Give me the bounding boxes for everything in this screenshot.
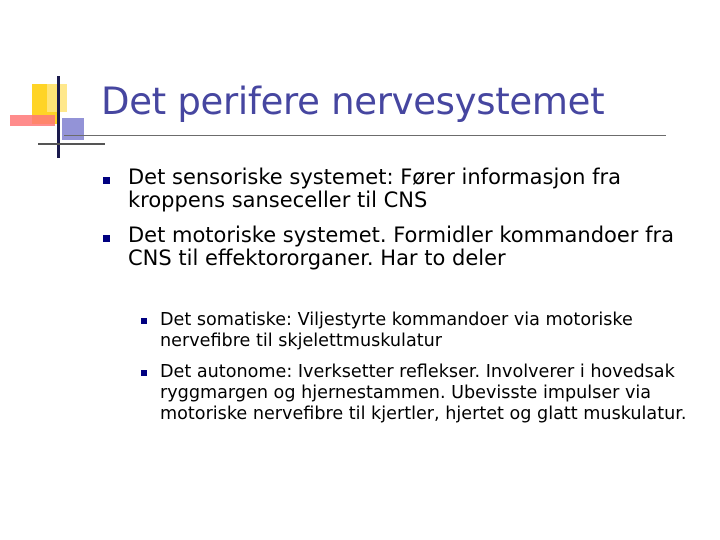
bullet-item: Det sensoriske systemet: Fører informasjon fra kroppens sanseceller til CNS [128,165,622,212]
bullet-item: Det motoriske systemet. Formidler kommandoer fra CNS til effektororganer. Har to deler [128,223,675,270]
sub-bullet-marker-icon [141,370,147,376]
sub-bullet-item: Det somatiske: Viljestyrte kommandoer via motoriske nervefibre til skjelettmuskulatur [160,310,633,351]
slide-title: Det perifere nervesystemet [101,80,605,123]
sub-bullet-marker-icon [141,318,147,324]
sub-bullet-item: Det autonome: Iverksetter reflekser. Involverer i hovedsak ryggmargen og hjernestammen. Ubevisste impulser via motoriske nervefibre til kjertler, hjertet og glatt muskulatur. [160,362,687,424]
bullet-marker-icon [103,235,110,242]
bullet-marker-icon [103,177,110,184]
